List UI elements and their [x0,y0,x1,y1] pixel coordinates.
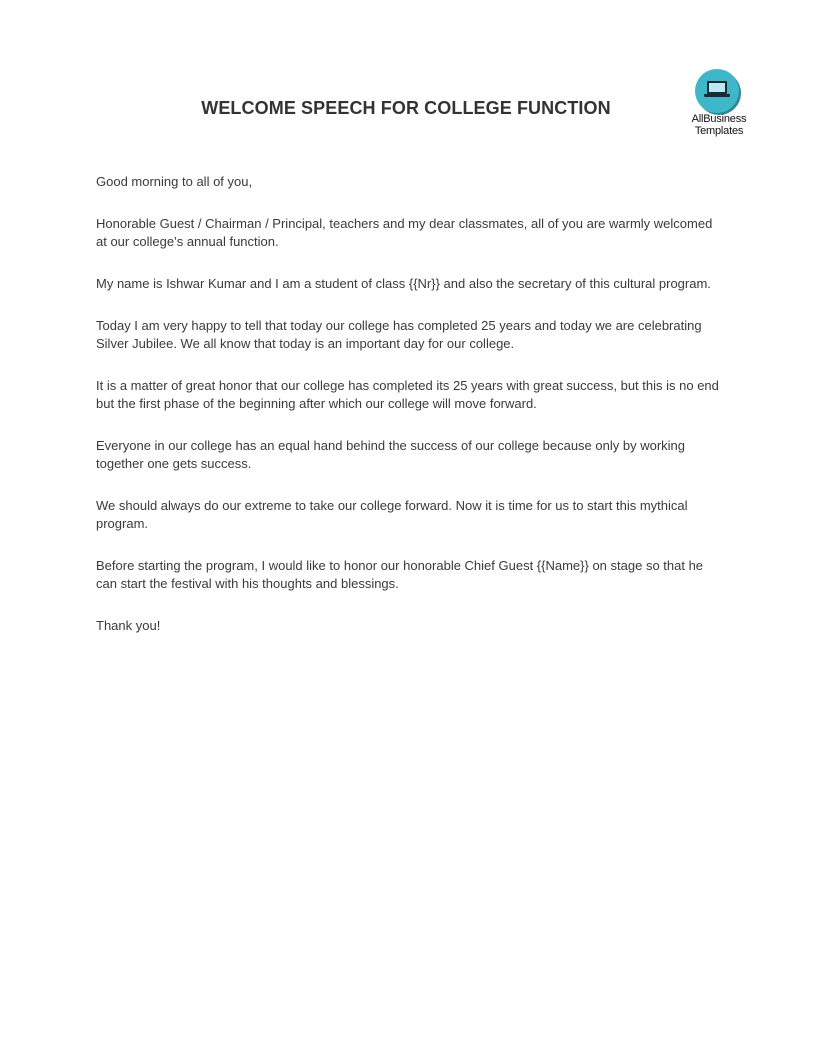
paragraph-chief-guest: Before starting the program, I would like to honor our honorable Chief Guest {{Name}} on stage so that he can start the festival with his thoughts and blessings. [96,558,704,591]
logo-line-1: AllBusiness [691,113,747,125]
paragraph-introduction: My name is Ishwar Kumar and I am a student of class {{Nr}} and also the secretary of this cultural program. [96,276,711,291]
paragraph-welcome: Honorable Guest / Chairman / Principal, teachers and my dear classmates, all of you are warmly welcomed at our college’s annual function. [96,216,713,249]
paragraph-greeting: Good morning to all of you, [96,174,253,189]
paragraph-teamwork: Everyone in our college has an equal hand behind the success of our college because only by working together one gets success. [96,438,685,471]
document-title: WELCOME SPEECH FOR COLLEGE FUNCTION [201,98,611,118]
paragraph-forward: We should always do our extreme to take our college forward. Now it is time for us to start this mythical program. [96,498,688,531]
paragraph-thanks: Thank you! [96,618,161,633]
document-body [96,173,724,659]
paragraph-honor: It is a matter of great honor that our college has completed its 25 years with great success, but this is no end but the first phase of the beginning after which our college will move forward. [96,378,719,411]
paragraph-jubilee: Today I am very happy to tell that today our college has completed 25 years and today we are celebrating Silver Jubilee. We all know that today is an important day for our college. [96,318,702,351]
logo-line-2: Templates [694,125,744,137]
